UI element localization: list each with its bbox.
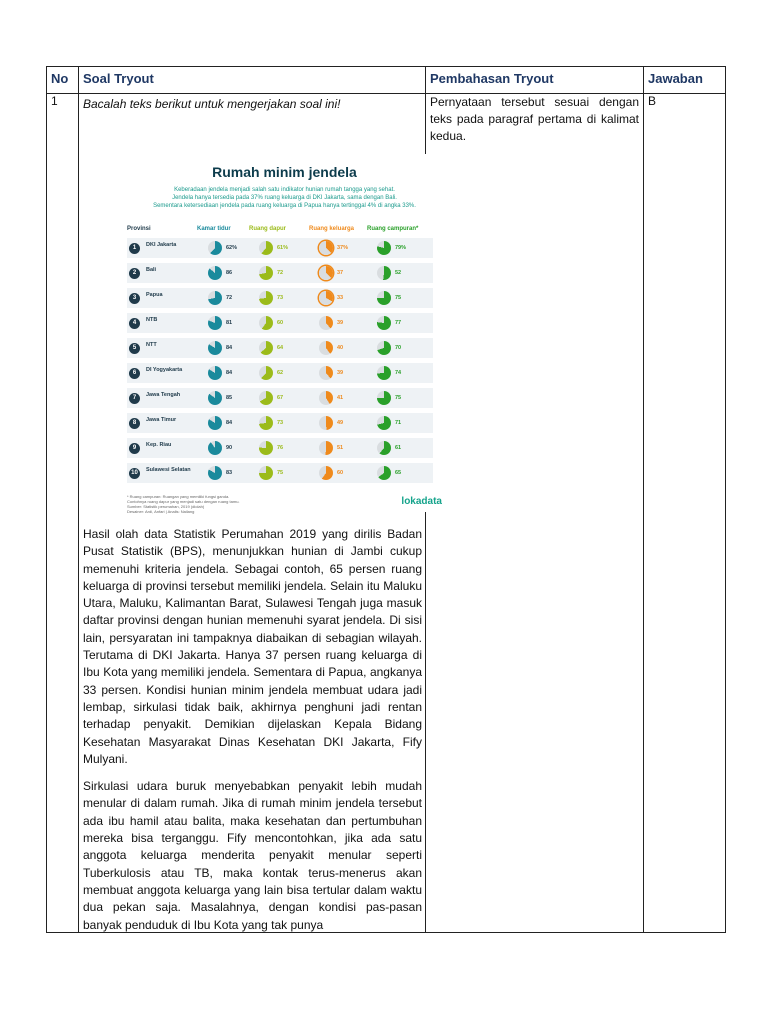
pie-mark: [319, 391, 333, 405]
row-rank: 7: [129, 393, 140, 404]
column-header-1: Kamar tidur: [197, 226, 231, 232]
column-header-2: Ruang dapur: [249, 226, 286, 232]
pie-value: 60: [337, 470, 344, 476]
paragraph-2: Sirkulasi udara buruk menyebabkan penyakit lebih mudah menular di dalam rumah. Jika di rumah minim jendela tersebut ada ibu hamil atau balita, maka kesehatan dan pertumbuhan mereka bisa terganggu. Fify mencontohkan, jika ada satu anggota keluarga menderita penyakit menular seperti Tuberkulosis atau TB, maka kontak terus-menerus akan membuat anggota keluarga yang lain bisa tertular dalam waktu dua pekan saja. Masalahnya, dengan kondisi pas-pasan banyak penduduk di Ibu Kota yang tak punya: [83, 779, 422, 932]
pie-value: 39: [337, 320, 344, 326]
province-name: Kep. Riau: [146, 442, 172, 448]
pie-mark: [208, 416, 222, 430]
pie-mark: [319, 441, 333, 455]
pie-mark: [319, 266, 333, 280]
infographic-row: [127, 288, 433, 308]
pie-value: 74: [395, 370, 402, 376]
pie-mark: [319, 341, 333, 355]
pie-mark: [208, 391, 222, 405]
pie-value: 61%: [277, 245, 289, 251]
pie-mark: [208, 241, 222, 255]
pie-value: 83: [226, 470, 233, 476]
pie-value: 51: [337, 445, 344, 451]
province-name: Sulawesi Selatan: [146, 467, 191, 473]
pie-value: 71: [395, 420, 402, 426]
infographic-row: [127, 238, 433, 258]
infographic-row: [127, 363, 433, 383]
pie-value: 73: [277, 295, 284, 301]
pie-value: 49: [337, 420, 344, 426]
pie-mark: [259, 366, 273, 380]
pie-value: 33: [337, 295, 344, 301]
pie-value: 40: [337, 345, 344, 351]
pie-mark: [208, 266, 222, 280]
province-name: DKI Jakarta: [146, 242, 177, 248]
infographic-row: [127, 338, 433, 358]
pie-value: 41: [337, 395, 344, 401]
infographic-note: * Ruang campuran: Ruangan yang memiliki fungsi ganda. Contohnya ruang dapur yang menjadi satu dengan ruang tamu. Sumber: Statistik perumahan, 2019 (diolah) Desainer: Ardi, Anfari | Analis: Nailang: [127, 494, 240, 514]
table-row: [47, 94, 726, 933]
infographic-row: [127, 413, 433, 433]
row-number: 1: [47, 94, 79, 933]
row-rank: 1: [129, 243, 140, 254]
lokadata-logo: lokadata: [401, 496, 442, 507]
pie-value: 65: [395, 470, 402, 476]
province-name: Jawa Timur: [146, 417, 177, 423]
column-header-4: Ruang campuran*: [367, 226, 419, 232]
province-name: Bali: [146, 267, 157, 273]
pie-mark: [377, 391, 391, 405]
question-cell: [79, 94, 442, 933]
pie-value: 37: [337, 270, 344, 276]
pie-mark: [208, 441, 222, 455]
pie-value: 60: [277, 320, 284, 326]
answer-cell: B: [644, 94, 726, 933]
pie-mark: [208, 466, 222, 480]
province-name: DI Yogyakarta: [146, 367, 183, 373]
pie-mark: [319, 416, 333, 430]
pie-value: 72: [277, 270, 284, 276]
pie-mark: [259, 266, 273, 280]
pie-mark: [319, 241, 333, 255]
pie-mark: [208, 291, 222, 305]
pie-value: 61: [395, 445, 402, 451]
pie-value: 67: [277, 395, 284, 401]
row-rank: 9: [129, 443, 140, 454]
pie-mark: [377, 316, 391, 330]
pie-value: 90: [226, 445, 233, 451]
row-rank: 8: [129, 418, 140, 429]
pie-value: 77: [395, 320, 402, 326]
tryout-table: [46, 66, 726, 933]
pie-value: 75: [395, 295, 402, 301]
pie-value: 37%: [337, 245, 349, 251]
pie-value: 85: [226, 395, 233, 401]
header-soal: Soal Tryout: [79, 67, 426, 94]
paragraph-1: Hasil olah data Statistik Perumahan 2019 yang dirilis Badan Pusat Statistik (BPS), menunjukkan hunian di Jambi cukup memenuhi kriteria jendela. Sebagai contoh, 65 persen ruang keluarga di provinsi tersebut memiliki jendela. Selain itu Maluku Utara, Maluku, Kalimantan Barat, Sulawesi Tengah juga masuk daftar provinsi dengan hunian memenuhi syarat jendela. Di sisi lain, persyaratan ini tampaknya diabaikan di sebagian wilayah. Terutama di DKI Jakarta. Hanya 37 persen ruang keluarga di Ibu Kota yang memiliki jendela. Sementara di Papua, angkanya 33 persen. Kondisi hunian minim jendela membuat udara jadi lembap, sirkulasi tidak baik, akhirnya penghuni jadi rentan terhadap penyakit. Demikian dijelaskan Kepala Bidang Kesehatan Masyarakat Dinas Kesehatan DKI Jakarta, Fify Mulyani.: [83, 527, 422, 766]
reading-text: [83, 526, 422, 934]
pie-mark: [259, 416, 273, 430]
infographic-row: [127, 263, 433, 283]
pie-value: 81: [226, 320, 233, 326]
header-row: [47, 67, 726, 94]
pie-value: 72: [226, 295, 233, 301]
province-name: Papua: [146, 292, 163, 298]
pie-mark: [319, 316, 333, 330]
pie-mark: [208, 366, 222, 380]
pie-value: 84: [226, 420, 233, 426]
pie-mark: [259, 241, 273, 255]
pie-value: 39: [337, 370, 344, 376]
pie-value: 52: [395, 270, 402, 276]
pie-value: 62: [277, 370, 284, 376]
header-jawaban: Jawaban: [644, 67, 726, 94]
pie-mark: [377, 266, 391, 280]
pie-mark: [259, 341, 273, 355]
pie-mark: [377, 466, 391, 480]
pie-value: 79%: [395, 245, 407, 251]
row-rank: 2: [129, 268, 140, 279]
pie-value: 70: [395, 345, 402, 351]
pie-mark: [377, 291, 391, 305]
header-pembahasan: Pembahasan Tryout: [426, 67, 644, 94]
pie-mark: [208, 341, 222, 355]
column-header-3: Ruang keluarga: [309, 226, 355, 232]
pie-mark: [377, 366, 391, 380]
pie-mark: [377, 341, 391, 355]
row-rank: 10: [129, 468, 140, 479]
pie-mark: [259, 441, 273, 455]
pie-mark: [259, 466, 273, 480]
question-instruction: Bacalah teks berikut untuk mengerjakan soal ini!: [83, 97, 341, 111]
explanation-cell: Pernyataan tersebut sesuai dengan teks pada paragraf pertama di kalimat kedua.: [426, 94, 644, 933]
infographic-row: [127, 388, 433, 408]
pie-value: 75: [277, 470, 284, 476]
pie-value: 73: [277, 420, 284, 426]
infographic: [117, 154, 452, 512]
pie-value: 76: [277, 445, 284, 451]
province-name: NTT: [146, 342, 157, 348]
pie-mark: [259, 316, 273, 330]
province-name: Jawa Tengah: [146, 392, 181, 398]
pie-mark: [319, 291, 333, 305]
row-rank: 5: [129, 343, 140, 354]
pie-mark: [377, 416, 391, 430]
infographic-subtitle: Keberadaan jendela menjadi salah satu indikator hunian rumah tangga yang sehat. Jendela hanya tersedia pada 37% ruang keluarga di DKI Jakarta, sama dengan Bali. Sementara ketersediaan jendela pada ruang keluarga di Papua hanya tertinggal 4% di angka 33%.: [153, 187, 416, 209]
pie-mark: [319, 366, 333, 380]
pie-value: 84: [226, 370, 233, 376]
column-header-0: Provinsi: [127, 226, 151, 232]
pie-mark: [259, 291, 273, 305]
infographic-row: [127, 463, 433, 483]
province-name: NTB: [146, 317, 158, 323]
pie-value: 84: [226, 345, 233, 351]
row-rank: 4: [129, 318, 140, 329]
infographic-title: Rumah minim jendela: [212, 164, 357, 180]
pie-mark: [377, 441, 391, 455]
pie-mark: [319, 466, 333, 480]
row-rank: 6: [129, 368, 140, 379]
pie-mark: [208, 316, 222, 330]
pie-value: 86: [226, 270, 233, 276]
pie-value: 75: [395, 395, 402, 401]
row-rank: 3: [129, 293, 140, 304]
infographic-row: [127, 438, 433, 458]
header-no: No: [47, 67, 79, 94]
pie-value: 62%: [226, 245, 238, 251]
infographic-row: [127, 313, 433, 333]
pie-mark: [259, 391, 273, 405]
pie-mark: [377, 241, 391, 255]
pie-value: 64: [277, 345, 284, 351]
